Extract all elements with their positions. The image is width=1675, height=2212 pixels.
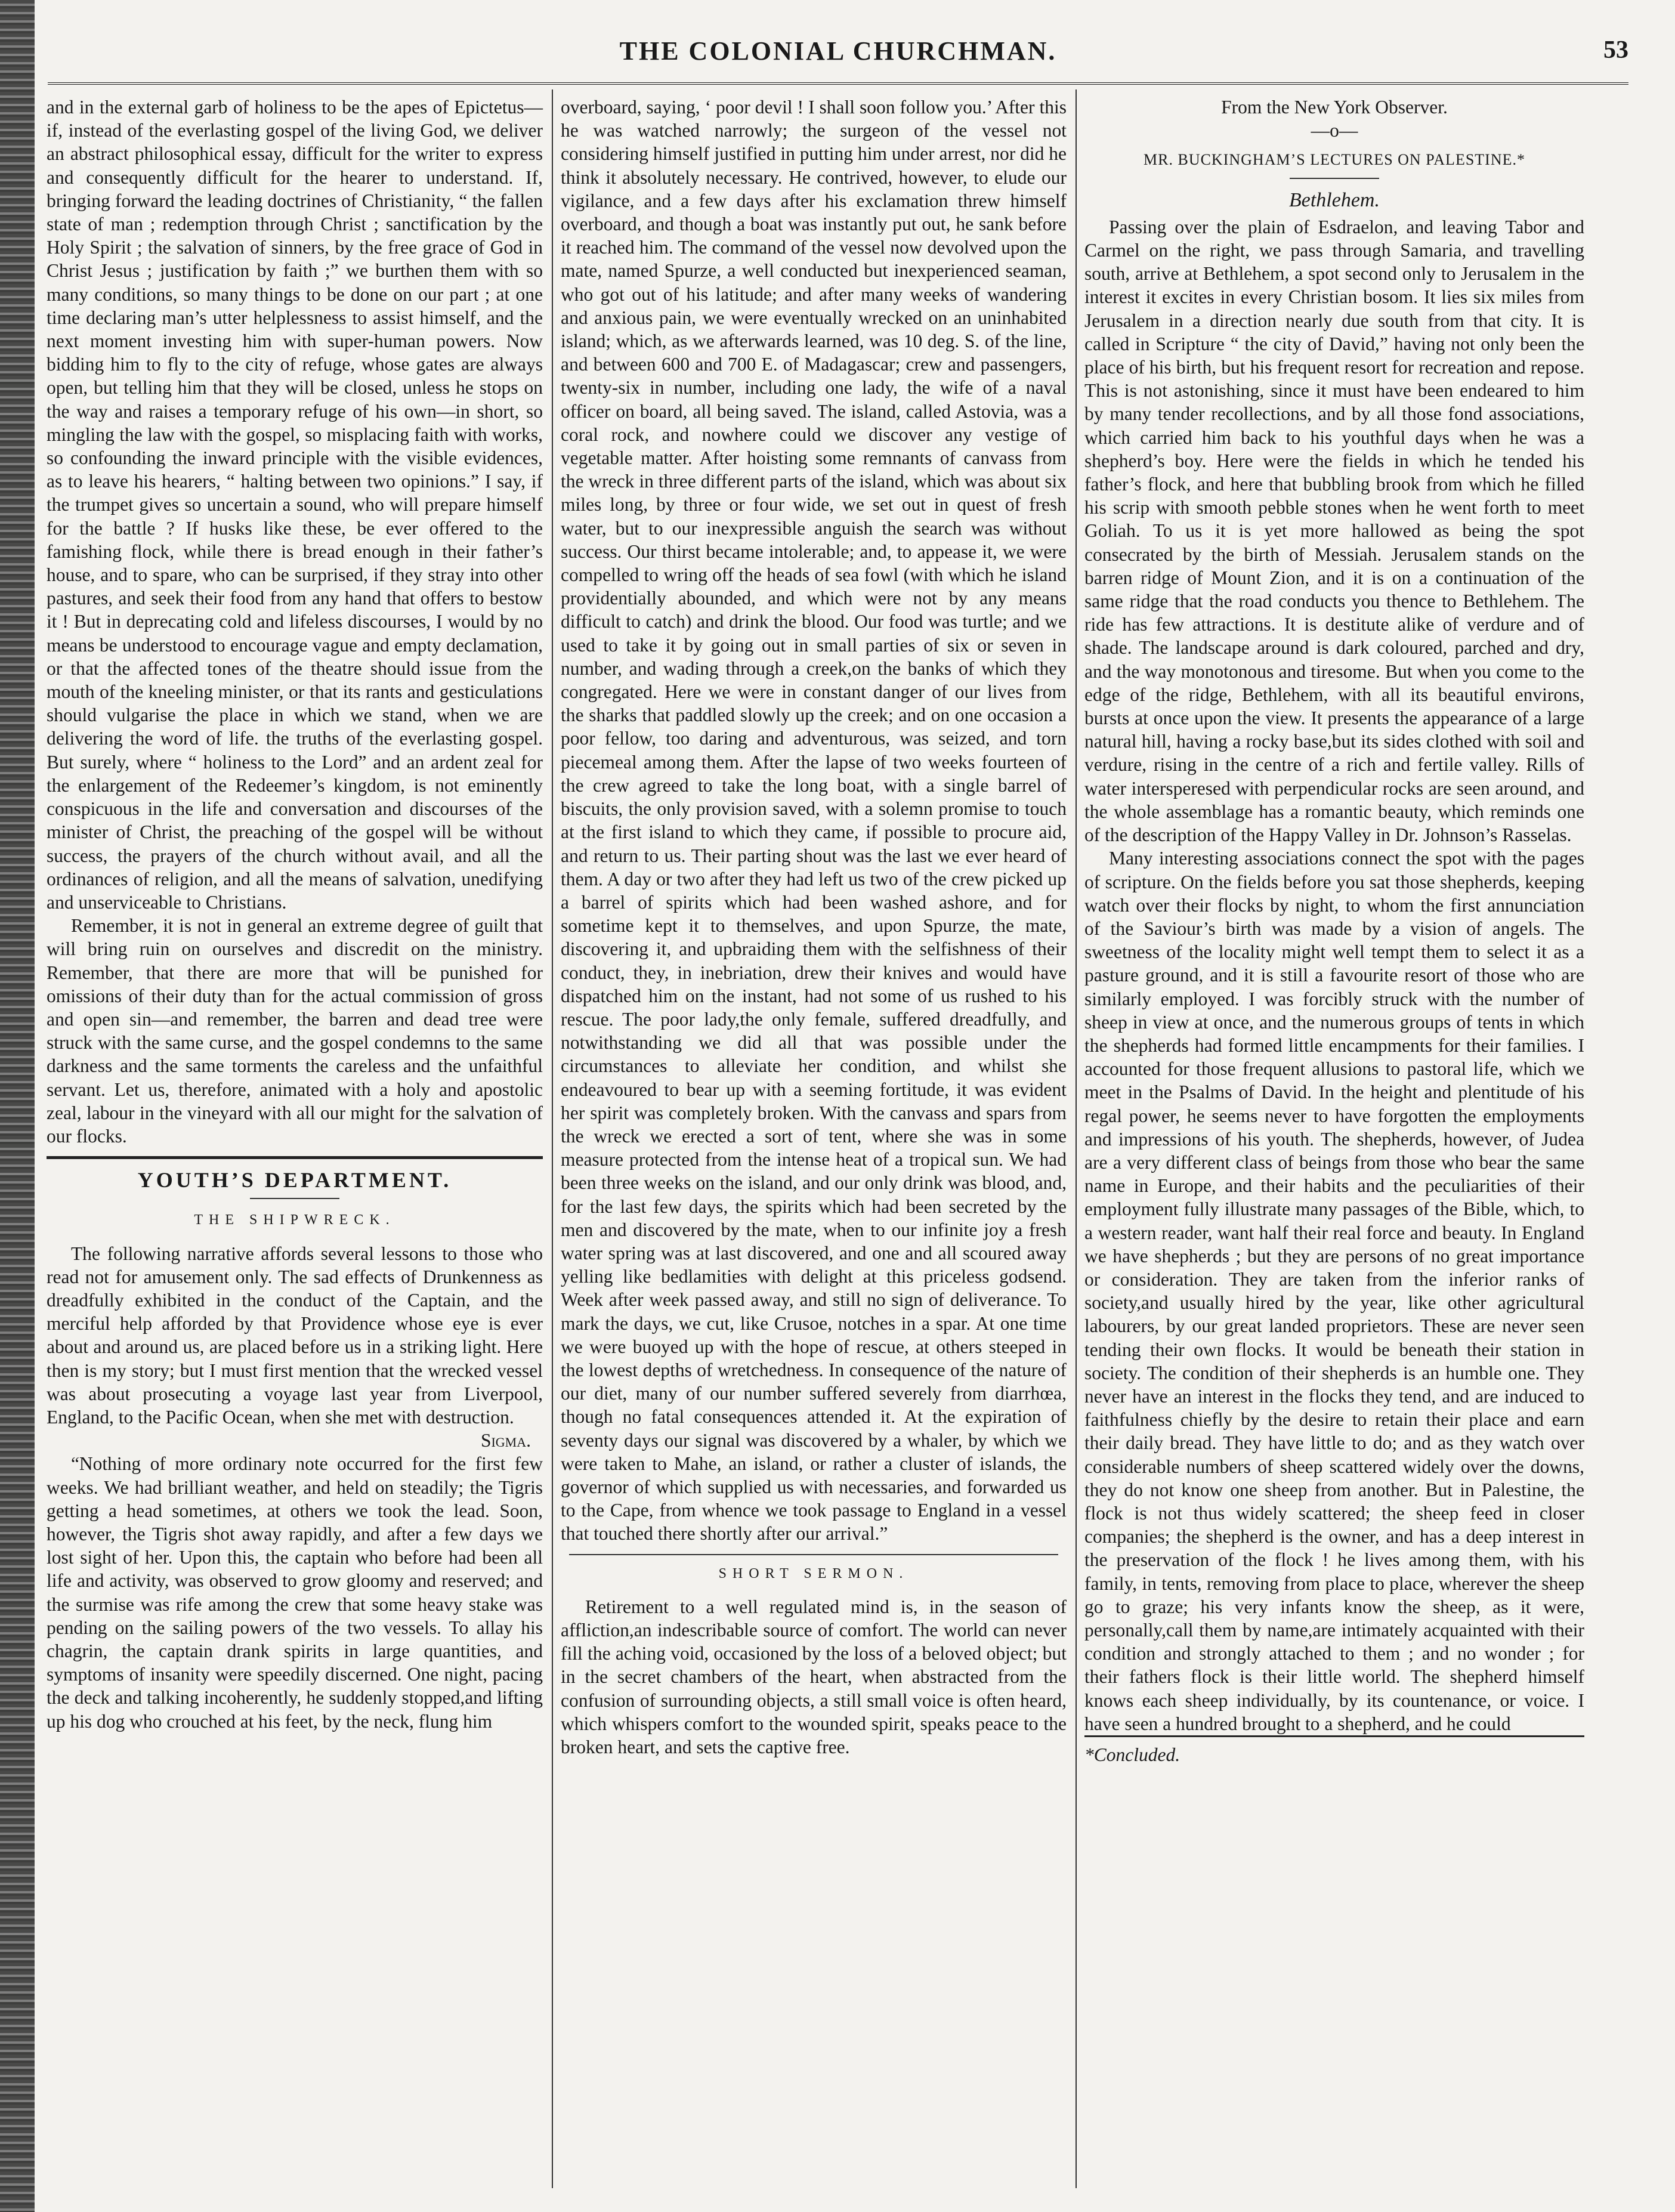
page-header xyxy=(48,36,1628,78)
newspaper-title: THE COLONIAL CHURCHMAN. xyxy=(619,36,1057,66)
shipwreck-intro-paragraph: The following narrative affords several lessons to those who read not for amusement only. The sad effects of Drunkenness as dreadfully exhibited in the conduct of the Captain, and the merciful help afforded by that Providence whose eye is ever about and around us, are placed before us in a striking light. Here then is my story; but I must first mention that the wrecked vessel was about prosecuting a voyage last year from Liverpool, England, to the Pacific Ocean, when she met with destruction. xyxy=(47,1243,543,1428)
column-3 xyxy=(1084,95,1584,1766)
column-divider-2 xyxy=(1076,89,1077,2188)
bethlehem-subtitle: Bethlehem. xyxy=(1289,189,1380,211)
author-signature: Sigma. xyxy=(480,1430,531,1451)
shipwreck-title: THE SHIPWRECK. xyxy=(194,1212,395,1228)
footnote-concluded: *Concluded. xyxy=(1084,1735,1584,1766)
page-binding-edge xyxy=(0,0,35,2212)
sermon-continuation-paragraph: and in the external garb of holiness to be the apes of Epictetus—if, instead of the everlasting gospel of the living God, we deliver an abstract philosophical essay, difficult for the writer to express and consequently difficult for the hearer to understand. If, bringing forward the leading doctrines of Christianity, “ the fallen state of man ; redemption through Christ ; sanctification by the Holy Spirit ; the salvation of sinners, by the free grace of God in Christ Jesus ; justification by faith ;” we burthen them with so many conditions, so many things to be done on our part ; at one time declaring man’s utter helplessness to assist himself, and the next moment investing him with super-human powers. Now bidding him to fly to the city of refuge, whose gates are always open, but telling him that they will be closed, unless he stops on the way and raises a temporary refuge of his own—in short, so mingling the law with the gospel, so misplacing faith with works, so confounding the inward principle with the visible evidences, as to leave his hearers, “ halting between two opinions.” I say, if the trumpet gives so uncertain a sound, who will prepare himself for the battle ? If husks like these, be ever offered to the famishing flock, while there is bread enough in their father’s house, and to spare, who can be surprised, if they stray into other pastures, and seek their food from any hand that offers to bestow it ! But in deprecating cold and lifeless discourses, I would by no means be understood to encourage vague and empty declamation, or that the affected tones of the theatre should issue from the mouth of the kneeling minister, or that its rants and gesticulations should vulgarise the place in which we stand, when we are delivering the word of life. the truths of the everlasting gospel. But surely, where “ holiness to the Lord” and an ardent zeal for the enlargement of the Redeemer’s kingdom, is not eminently conspicuous in the life and conversation and discourses of the minister of Christ, the preaching of the gospel will be without success, the prayers of the church without avail, and all the ordinances of religion, and all the means of salvation, unedifying and unserviceable to Christians. xyxy=(47,97,543,913)
page-number: 53 xyxy=(1603,36,1628,64)
youths-department-heading: YOUTH’S DEPARTMENT. xyxy=(137,1168,452,1192)
bethlehem-paragraph-2: Many interesting associations connect the spot with the pages of scripture. On the fields before you sat those shepherds, keeping watch over their flocks by night, to whom the first annunciation of the Saviour’s birth was made by a vision of angels. The sweetness of the locality might well tempt them to select it as a pasture ground, and it is still a favourite resort of those who are similarly employed. I was forcibly struck with the number of sheep in view at once, and the numerous groups of tents in which the shepherds had formed little encampments for their families. I accounted for those frequent allusions to pastoral life, which we meet in the Psalms of David. In the height and plentitude of his regal power, he seems never to have forgotten the employments and impressions of his youth. The shepherds, however, of Judea are a very different class of beings from those who bear the same name in Europe, and their habits and the peculiarities of their employment fully illustrate many passages of the Bible, which, to a western reader, want half their real force and beauty. In England we have shepherds ; but they are persons of no great importance or consideration. They are taken from the inferior ranks of society,and usually hired by the year, like other agricultural labourers, by our great landed proprietors. These are never seen tending their own flocks. It would be beneath their station in society. The condition of their shepherds is an humble one. They never have an interest in the flocks they tend, and are induced to faithfulness chiefly by the desire to retain their place and earn their daily bread. They have little to do; and as they watch over considerable numbers of sheep scattered widely over the downs, they do not know one sheep from another. But in Palestine, the flock is not thus widely scattered; the sheep feed in closer companies; the shepherd is the owner, and has a deep interest in the preservation of the flock ! he lives among them, with his family, in tents, removing from place to place, wherever the sheep go to graze; his very infants know the sheep, as it were, personally,call them by name,are intimately acquainted with their condition and strongly attached to them ; and no wonder ; for their fathers flock is their little world. The shepherd himself knows each sheep individually, by its countenance, or voice. I have seen a hundred brought to a shepherd, and he could xyxy=(1084,848,1584,1734)
shipwreck-narrative-paragraph: “Nothing of more ordinary note occurred for the first few weeks. We had brilliant weather, and held on steadily; the Tigris getting a head sometimes, at others we took the lead. Soon, however, the Tigris shot away rapidly, and after a few days we lost sight of her. Upon this, the captain who before had been all life and activity, was observed to grow gloomy and reserved; and the surmise was rife among the crew that some heavy stake was pending on the sailing powers of the two vessels. To allay his chagrin, the captain drank spirits in large quantities, and symptoms of insanity were speedily discerned. One night, pacing the deck and talking incoherently, he suddenly stopped,and lifting up his dog who crouched at his feet, by the neck, flung him xyxy=(47,1453,543,1732)
ornament-divider: —o— xyxy=(1311,120,1358,141)
shipwreck-continuation-paragraph: overboard, saying, ‘ poor devil ! I shall soon follow you.’ After this he was watched narrowly; the surgeon of the vessel not considering himself justified in putting him under arrest, nor did he think it absolutely necessary. He contrived, however, to elude our vigilance, and a few days after his exclamation threw himself overboard, and though a boat was instantly put out, he sank before it reached him. The command of the vessel now devolved upon the mate, named Spurze, a well conducted but inexperienced seaman, who got out of his latitude; and after many weeks of wandering and anxious pain, we were eventually wrecked on an uninhabited island; which, as we afterwards learned, was 10 deg. S. of the line, and between 600 and 700 E. of Madagascar; crew and passengers, twenty-six in number, including one lady, the wife of a naval officer on board, all being saved. The island, called Astovia, was a coral rock, and nowhere could we discover any vestige of vegetable matter. After hoisting some remnants of canvass from the wreck in three different parts of the island, which was about six miles long, by three or four wide, we set out in quest of fresh water, but to our inexpressible anguish the search was without success. Our thirst became intolerable; and, to appease it, we were compelled to wring off the heads of sea fowl (with which he island providentially abounded, and which were not by any means difficult to catch) and drink the blood. Our food was turtle; and we used to take it by going out in small parties of six or seven in number, and wading through a creek,on the banks of which they congregated. Here we were in constant danger of our lives from the sharks that paddled slowly up the creek; and on one occasion a poor fellow, too daring and adventurous, was seized, and torn piecemeal among them. After the lapse of two weeks fourteen of the crew agreed to take the long boat, with a single barrel of biscuits, the only provision saved, with a solemn promise to touch at the first island to which they came, if possible to procure aid, and return to us. Their parting shout was the last we ever heard of them. A day or two after they had left us two of the crew picked up a barrel of spirits which had been washed ashore, and for sometime kept it to themselves, and upon Spurze, the mate, discovering it, and upbraiding them with the selfishness of their conduct, they, in inebriation, drew their knives and would have dispatched him on the instant, had not some of us rushed to his rescue. The poor lady,the only female, suffered dreadfully, and notwithstanding we did all that was possible under the circumstances to alleviate her condition, and whilst she endeavoured to bear up with a seeming fortitude, it was evident her spirit was completely broken. With the canvass and spars from the wreck we erected a sort of tent, where she was in some measure protected from the intense heat of a tropical sun. We had been three weeks on the island, and our only drink was blood, and, for the last few days, the spirits which had been secreted by the men and discovered by the mate, when to our infinite joy a fresh water spring was at last discovered, and one and all scoured away yelling like bedlamities with delight at this priceless godsend. Week after week passed away, and still no sign of deliverance. To mark the days, we cut, like Crusoe, notches in a spar. At one time we were buoyed up with the hope of rescue, at others steeped in the lowest depths of wretchedness. In consequence of the nature of our diet, many of our number suffered severely from diarrhœa, though no fatal consequences attended it. At the expiration of seventy days our signal was discovered by a whaler, by which we were taken to Mahe, an island, or rather a cluster of islands, the governor of which supplied us with necessaries, and forwarded us to the Cape, from whence we took passage to England in a vessel that touched there shortly after our arrival.” xyxy=(561,97,1067,1544)
lectures-title: MR. BUCKINGHAM’S LECTURES ON PALESTINE.* xyxy=(1144,151,1525,169)
short-sermon-title: SHORT SERMON. xyxy=(718,1565,909,1581)
source-line: From the New York Observer. xyxy=(1221,97,1448,118)
short-sermon-paragraph: Retirement to a well regulated mind is, in the season of affliction,an indescribable source of comfort. The world can never fill the aching void, occasioned by the loss of a beloved object; but in the secret chambers of the heart, when abstracted from the confusion of surrounding objects, a still small voice is often heard, which whispers comfort to the wounded spirit, speaks peace to the broken heart, and sets the captive free. xyxy=(561,1596,1067,1758)
article-rule xyxy=(569,1554,1058,1555)
heading-rule xyxy=(250,1198,339,1199)
column-2 xyxy=(561,95,1067,1759)
header-rule xyxy=(48,82,1628,85)
title-rule xyxy=(1290,178,1379,179)
column-1 xyxy=(47,95,543,1733)
column-divider-1 xyxy=(552,89,553,2188)
remember-paragraph: Remember, it is not in general an extreme degree of guilt that will bring ruin on ourselves and discredit on the ministry. Remember, that there are more that will be punished for omissions of their duty than for the actual commission of gross and open sin—and remember, the barren and dead tree were struck with the same curse, and the gospel condemns to the same darkness and the same torments the careless and the unfaithful servant. Let us, therefore, animated with a holy and apostolic zeal, labour in the vineyard with all our might for the salvation of our flocks. xyxy=(47,915,543,1147)
bethlehem-paragraph-1: Passing over the plain of Esdraelon, and leaving Tabor and Carmel on the right, we pass through Samaria, and travelling south, arrive at Bethlehem, a spot second only to Jerusalem in the interest it excites in every Christian bosom. It lies six miles from Jerusalem in a direction nearly due south from that city. It is called in Scripture “ the city of David,” having not only been the place of his birth, but his frequent resort for recreation and repose. This is not astonishing, since it must have been endeared to him by many tender recollections, and by all those fond associations, which carried him back to his youthful days when he was a shepherd’s boy. Here were the fields in which he tended his father’s flock, and here that bubbling brook from which he filled his scrip with smooth pebble stones when he went forth to meet Goliah. To us it is yet more hallowed as being the spot consecrated by the birth of Messiah. Jerusalem stands on the barren ridge of Mount Zion, and it is on a continuation of the same ridge that the road conducts you thence to Bethlehem. The ride has few attractions. It is destitute alike of verdure and of shade. The landscape around is dark coloured, parched and dry, and the way monotonous and tiresome. But when you come to the edge of the ridge, Bethlehem, with all its beautiful environs, bursts at once upon the view. It presents the appearance of a large natural hill, having a rocky base,but its sides clothed with soil and verdure, rising in the centre of a rich and fertile valley. Rills of water intersperesed with perpendicular rocks are seen around, and the whole assemblage has a romantic beauty, which reminds one of the description of the Happy Valley in Dr. Johnson’s Rasselas. xyxy=(1084,216,1584,846)
section-rule xyxy=(47,1156,543,1159)
